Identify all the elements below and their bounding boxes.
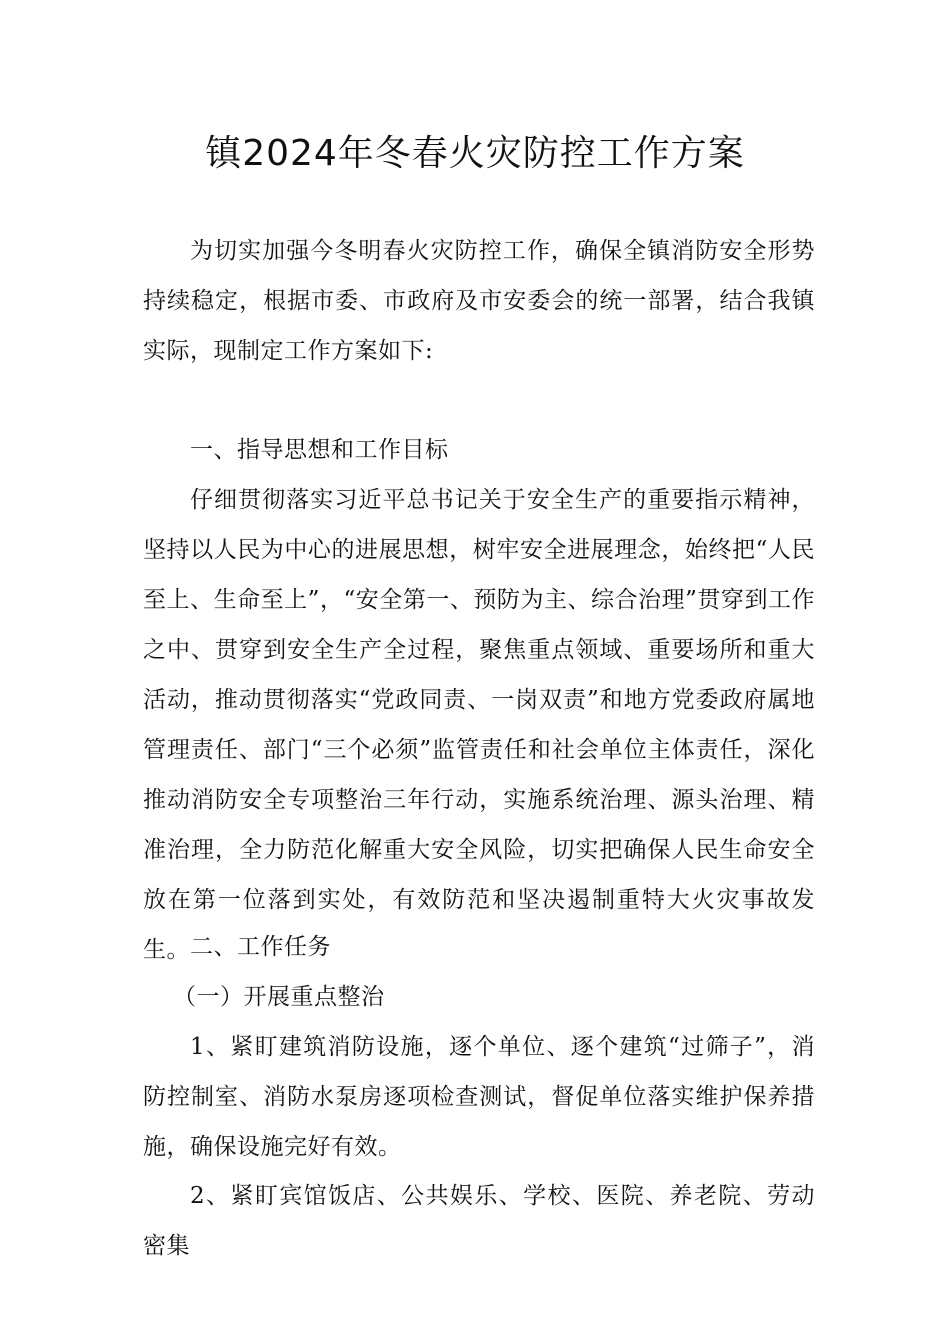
- document-title: 镇2024年冬春火灾防控工作方案: [205, 133, 745, 174]
- subsection-heading-key-rectification: （一）开展重点整治: [173, 984, 385, 1010]
- task-item-2: 2、紧盯宾馆饭店、公共娱乐、学校、医院、养老院、劳动密集: [143, 1183, 815, 1259]
- task-item-1: 1、紧盯建筑消防设施，逐个单位、逐个建筑“过筛子”，消防控制室、消防水泵房逐项检查测试，督促单位落实维护保养措施，确保设施完好有效。: [143, 1034, 815, 1160]
- section-heading-guiding-ideology: 一、指导思想和工作目标: [190, 437, 449, 463]
- intro-paragraph: 为切实加强今冬明春火灾防控工作，确保全镇消防安全形势持续稳定，根据市委、市政府及市安委会的统一部署，结合我镇实际，现制定工作方案如下:: [143, 238, 815, 364]
- guiding-ideology-paragraph: 仔细贯彻落实习近平总书记关于安全生产的重要指示精神，坚持以人民为中心的进展思想，树牢安全进展理念，始终把“人民至上、生命至上”，“安全第一、预防为主、综合治理”贯穿到工作之中、贯穿到安全生产全过程，聚焦重点领域、重要场所和重大活动，推动贯彻落实“党政同责、一岗双责”和地方党委政府属地管理责任、部门“三个必须”监管责任和社会单位主体责任，深化推动消防安全专项整治三年行动，实施系统治理、源头治理、精准治理，全力防范化解重大安全风险，切实把确保人民生命安全放在第一位落到实处，有效防范和坚决遏制重特大火灾事故发生。: [143, 487, 815, 963]
- section-heading-work-tasks: 二、工作任务: [190, 934, 331, 960]
